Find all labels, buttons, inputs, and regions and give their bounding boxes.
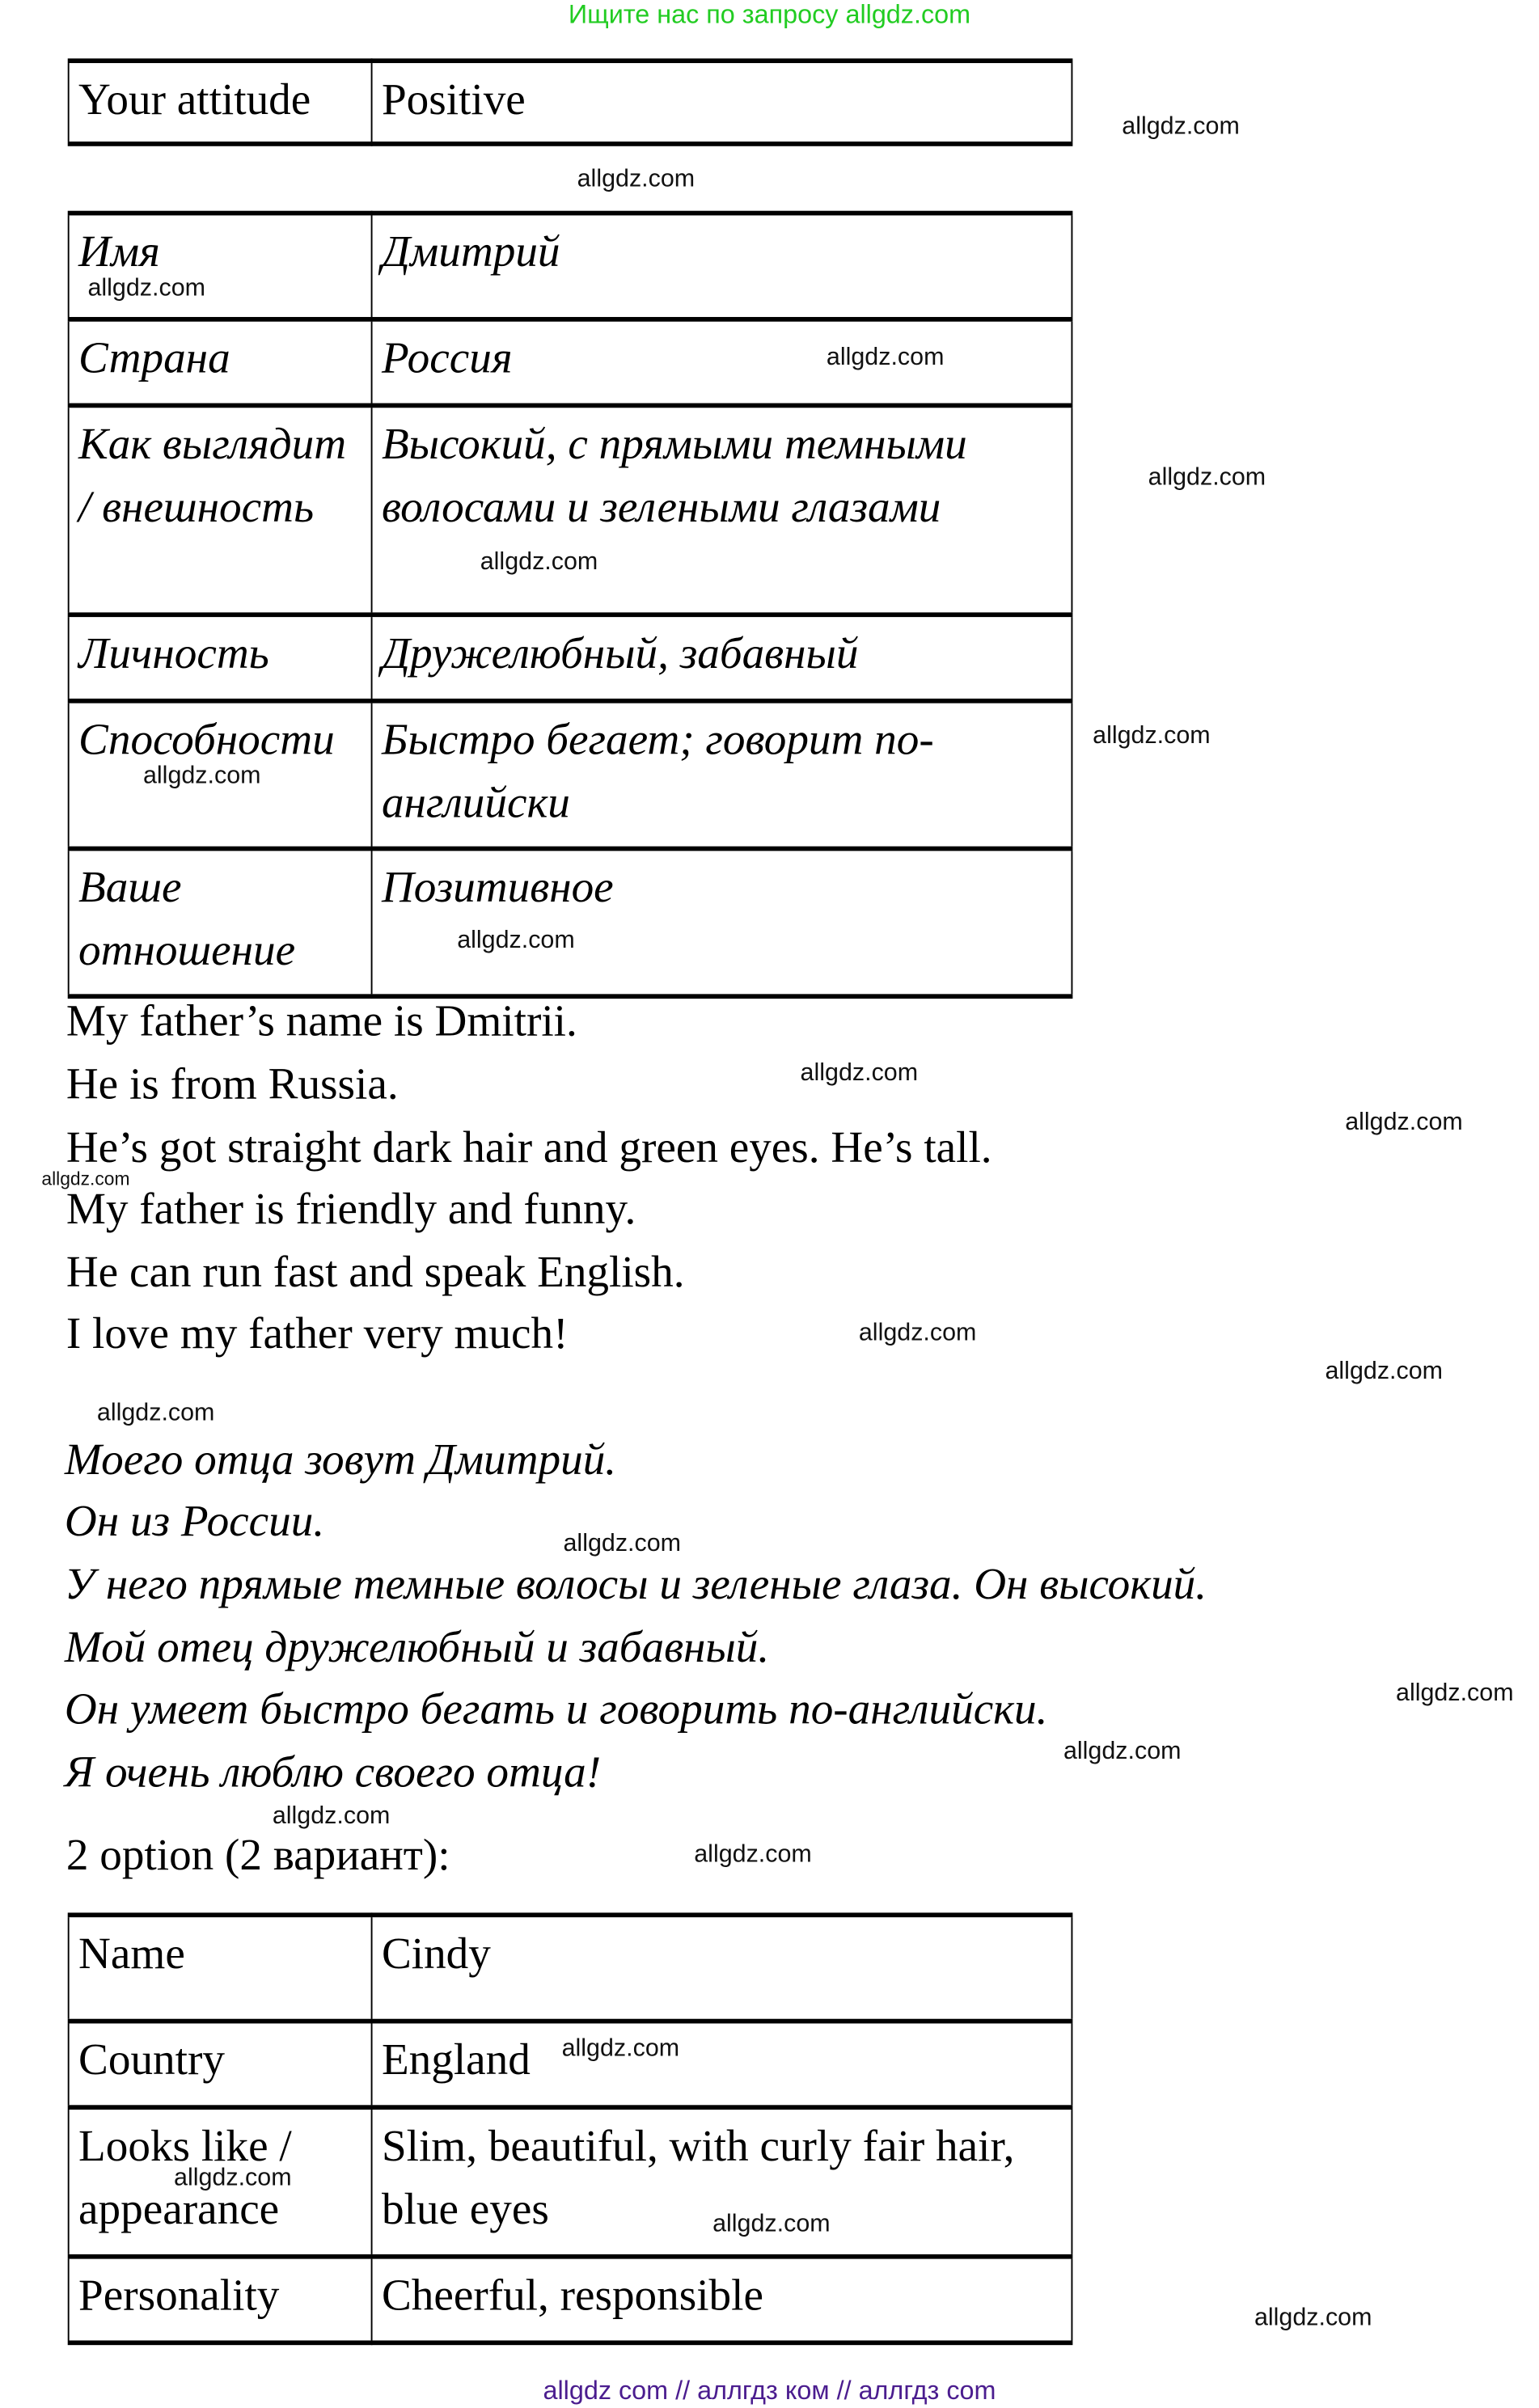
- russian-line: Я очень люблю своего отца!: [64, 1747, 602, 1798]
- watermark: allgdz.com: [826, 344, 945, 371]
- english-line: He’s got straight dark hair and green eyes. He’s tall.: [66, 1123, 992, 1173]
- footer-banner: allgdz com // аллгдз ком // аллгдз com: [543, 2376, 996, 2406]
- watermark: allgdz.com: [96, 1400, 215, 1427]
- russian-line: Мой отец дружелюбный и забавный.: [64, 1623, 770, 1673]
- table-value: Высокий, с прямыми темными волосами и зелеными глазами: [372, 405, 1072, 615]
- watermark: allgdz.com: [1093, 723, 1211, 750]
- watermark: allgdz.com: [1122, 113, 1240, 141]
- table-label: Looks like / appearance: [69, 2107, 372, 2257]
- header-banner: Ищите нас по запросу allgdz.com: [568, 0, 971, 30]
- english-line: He can run fast and speak English.: [66, 1248, 685, 1298]
- attitude-table: [68, 58, 1073, 146]
- table-label: Name: [69, 1915, 372, 2021]
- table-value: Cindy: [372, 1915, 1072, 2021]
- table-value: Россия: [372, 319, 1072, 406]
- russian-line: У него прямые темные волосы и зеленые глаза. Он высокий.: [64, 1560, 1207, 1610]
- watermark: allgdz.com: [1396, 1680, 1514, 1707]
- table-value: Positive: [372, 61, 1072, 144]
- watermark: allgdz.com: [457, 927, 575, 954]
- watermark: allgdz.com: [1254, 2304, 1372, 2332]
- watermark: allgdz.com: [1063, 1738, 1182, 1765]
- russian-table: [68, 211, 1073, 999]
- russian-line: Моего отца зовут Дмитрий.: [64, 1435, 617, 1485]
- table-label: Страна: [69, 319, 372, 406]
- table-label: Способности: [69, 701, 372, 849]
- russian-line: Он из России.: [64, 1497, 325, 1547]
- english-line: My father is friendly and funny.: [66, 1185, 636, 1235]
- table-label: Ваше отношение: [69, 849, 372, 997]
- table-value: Позитивное: [372, 849, 1072, 997]
- watermark: allgdz.com: [480, 549, 598, 576]
- table-value: England: [372, 2021, 1072, 2108]
- watermark: allgdz.com: [712, 2211, 831, 2237]
- table-value: Дмитрий: [372, 213, 1072, 319]
- english-line: I love my father very much!: [66, 1309, 569, 1359]
- table-value: Cheerful, responsible: [372, 2257, 1072, 2343]
- option-heading: 2 option (2 вариант):: [66, 1831, 450, 1881]
- watermark: allgdz.com: [563, 1531, 682, 1557]
- table-label: Имя: [69, 213, 372, 319]
- english-line: He is from Russia.: [66, 1060, 399, 1110]
- watermark: allgdz.com: [561, 2035, 680, 2063]
- watermark: allgdz.com: [577, 166, 696, 192]
- watermark: allgdz.com: [858, 1320, 977, 1347]
- table-value: Дружелюбный, забавный: [372, 615, 1072, 701]
- english-table: [68, 1912, 1073, 2345]
- watermark: allgdz.com: [87, 275, 206, 302]
- table-label: Country: [69, 2021, 372, 2108]
- watermark: allgdz.com: [1325, 1358, 1444, 1385]
- watermark: allgdz.com: [1345, 1109, 1463, 1136]
- watermark: allgdz.com: [272, 1803, 391, 1830]
- table-label: Как выглядит / внешность: [69, 405, 372, 615]
- watermark: allgdz.com: [41, 1168, 130, 1190]
- table-value: Slim, beautiful, with curly fair hair, blue eyes: [372, 2107, 1072, 2257]
- watermark: allgdz.com: [174, 2165, 292, 2191]
- russian-line: Он умеет быстро бегать и говорить по-английски.: [64, 1684, 1048, 1734]
- table-value: Быстро бегает; говорит по-английски: [372, 701, 1072, 849]
- watermark: allgdz.com: [694, 1841, 812, 1869]
- table-label: Your attitude: [69, 61, 372, 144]
- watermark: allgdz.com: [1148, 464, 1266, 492]
- table-label: Личность: [69, 615, 372, 701]
- table-label: Personality: [69, 2257, 372, 2343]
- watermark: allgdz.com: [800, 1060, 919, 1087]
- watermark: allgdz.com: [142, 763, 261, 790]
- english-line: My father’s name is Dmitrii.: [66, 997, 577, 1047]
